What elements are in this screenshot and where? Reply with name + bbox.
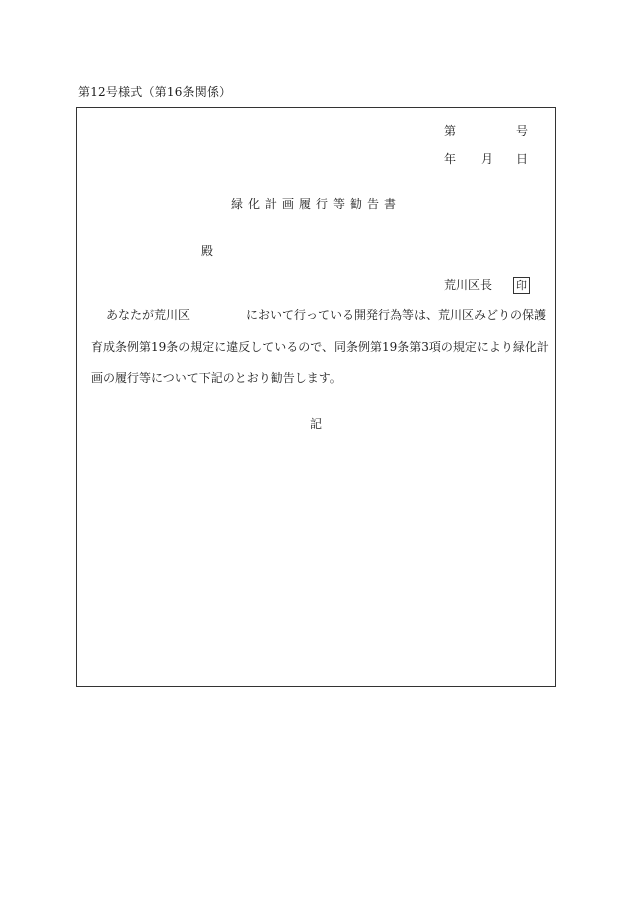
body-line-3: 画の履行等について下記のとおり勧告します。: [91, 371, 342, 385]
seal-mark: 印: [513, 277, 530, 294]
document-title: 緑化計画履行等勧告書: [230, 197, 401, 211]
date-year-label: 年: [444, 152, 457, 166]
body-line-1-start: あなたが荒川区: [106, 308, 191, 322]
date-day-label: 日: [516, 152, 529, 166]
form-number-label: 第12号様式（第16条関係）: [78, 85, 232, 99]
body-line-1-end: において行っている開発行為等は、荒川区みどりの保護: [246, 308, 547, 322]
ki-heading: 記: [309, 417, 322, 431]
body-line-2: 育成条例第19条の規定に違反しているので、同条例第19条第3項の規定により緑化計: [91, 340, 549, 354]
document-frame: [76, 107, 556, 687]
document-number-prefix: 第: [444, 124, 457, 138]
document-number-suffix: 号: [516, 124, 529, 138]
issuer-name: 荒川区長: [444, 278, 493, 292]
addressee-honorific: 殿: [201, 244, 214, 258]
date-month-label: 月: [481, 152, 494, 166]
